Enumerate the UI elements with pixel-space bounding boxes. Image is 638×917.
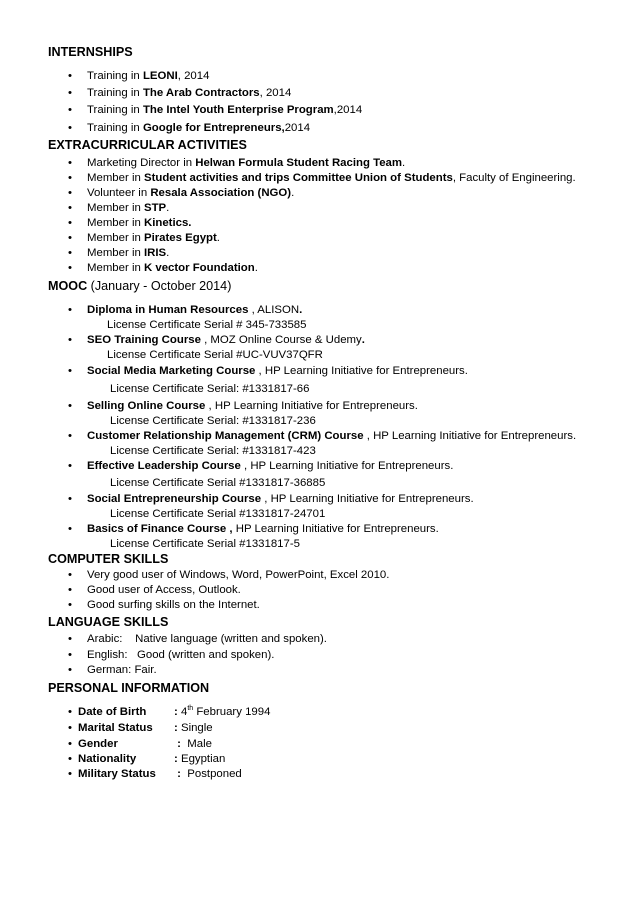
language-skill-item: • German: Fair. xyxy=(68,664,157,676)
personal-info-heading: PERSONAL INFORMATION xyxy=(48,681,210,695)
nationality-value: : Egyptian xyxy=(174,753,226,765)
course-license: License Certificate Serial: #1331817-66 xyxy=(110,383,310,395)
dob-value: : 4th February 1994 xyxy=(174,705,271,718)
course-license: License Certificate Serial #1331817-36885 xyxy=(110,477,326,489)
marital-status-label: Marital Status xyxy=(78,722,153,734)
course-license: License Certificate Serial #UC-VUV37QFR xyxy=(107,349,323,361)
course-item: • Diploma in Human Resources , ALISON. xyxy=(68,304,303,316)
activity-item: • Volunteer in Resala Association (NGO). xyxy=(68,187,295,199)
gender-label: Gender xyxy=(78,738,118,750)
course-license: License Certificate Serial #1331817-24701 xyxy=(110,508,326,520)
activity-item: • Marketing Director in Helwan Formula Student Racing Team. xyxy=(68,157,406,169)
internships-heading: INTERNSHIPS xyxy=(48,45,133,59)
internship-item: • Training in The Arab Contractors, 2014 xyxy=(68,87,292,99)
activity-item: • Member in STP. xyxy=(68,202,170,214)
activity-item: • Member in Pirates Egypt. xyxy=(68,232,220,244)
course-license: License Certificate Serial: #1331817-236 xyxy=(110,415,316,427)
mooc-heading: MOOC (January - October 2014) xyxy=(48,279,232,293)
computer-skill-item: • Good user of Access, Outlook. xyxy=(68,584,241,596)
internship-item: • Training in Google for Entrepreneurs,2014 xyxy=(68,122,311,134)
course-item: • Selling Online Course , HP Learning Initiative for Entrepreneurs. xyxy=(68,400,418,412)
internship-item: • Training in The Intel Youth Enterprise Program,2014 xyxy=(68,104,363,116)
military-status-value: : Postponed xyxy=(174,768,242,780)
extracurricular-heading: EXTRACURRICULAR ACTIVITIES xyxy=(48,138,247,152)
activity-item: • Member in K vector Foundation. xyxy=(68,262,258,274)
computer-skill-item: • Very good user of Windows, Word, PowerPoint, Excel 2010. xyxy=(68,569,390,581)
internship-item: • Training in LEONI, 2014 xyxy=(68,70,210,82)
resume-page: INTERNSHIPS • Training in LEONI, 2014 • Training in The Arab Contractors, 2014 • Training in The Intel Youth Enterprise Program,2014 • Training in Google for Entrepreneurs,2014 EXTRACURRICULAR ACTIVITIES • Marketing Director in Helwan Formula Student Racing Team. • Member in Student activities and trips Committee Union of Students, Faculty of Engineering. • Volunteer in Resala Association (NGO). • Member in STP. • Member in Kinetics. • Member in Pirates Egypt. • Member in IRIS. • Member in K vector Foundation. MOOC (January - October 2014) • Diploma in Human Resources , ALISON. License Certificate Serial # 345-733585 • SEO Training Course , MOZ Online Course & Udemy. License Certificate Serial #UC-VUV37QFR • Social Media Marketing Course , HP Learning Initiative for Entrepreneurs. License Certificate Serial: #1331817-66 • Selling Online Course , HP Learning Initiative for Entrepreneurs. License Certificate Serial: #1331817-236 • Customer Relationship Management (CRM) Course , HP Learning Initiative for Entrepreneurs. License Certificate Serial: #1331817-423 • Effective Leadership Course , HP Learning Initiative for Entrepreneurs. License Certificate Serial #1331817-36885 • Social Entrepreneurship Course , HP Learning Initiative for Entrepreneurs. License Certificate Serial #1331817-24701 • Basics of Finance Course , HP Learning Initiative for Entrepreneurs. License Certificate Serial #1331817-5 COMPUTER SKILLS • Very good user of Windows, Word, PowerPoint, Excel 2010. • Good user of Access, Outlook. • Good surfing skills on the Internet. LANGUAGE SKILLS • Arabic: Native language (written and spoken). • English: Good (written and spoken). • German: Fair. PERSONAL INFORMATION • Date of Birth : 4th February 1994 • Marital Status : Single • Gender : Male • Nationality : Egyptian • Military Status : Postponed xyxy=(48,45,577,780)
course-item: • Customer Relationship Management (CRM) Course , HP Learning Initiative for Entrepreneurs. xyxy=(68,430,577,442)
computer-skills-heading: COMPUTER SKILLS xyxy=(48,552,169,566)
language-skills-heading: LANGUAGE SKILLS xyxy=(48,615,169,629)
language-skill-item: • English: Good (written and spoken). xyxy=(68,649,275,661)
course-license: License Certificate Serial #1331817-5 xyxy=(110,538,300,550)
activity-item: • Member in Student activities and trips Committee Union of Students, Faculty of Engineering. xyxy=(68,172,576,184)
course-item: • Social Media Marketing Course , HP Learning Initiative for Entrepreneurs. xyxy=(68,365,468,377)
course-item: • Basics of Finance Course , HP Learning Initiative for Entrepreneurs. xyxy=(68,523,439,535)
course-item: • Social Entrepreneurship Course , HP Learning Initiative for Entrepreneurs. xyxy=(68,493,474,505)
course-item: • Effective Leadership Course , HP Learning Initiative for Entrepreneurs. xyxy=(68,460,454,472)
gender-value: : Male xyxy=(174,738,212,750)
computer-skill-item: • Good surfing skills on the Internet. xyxy=(68,599,260,611)
course-item: • SEO Training Course , MOZ Online Course & Udemy. xyxy=(68,334,365,346)
dob-label: Date of Birth xyxy=(78,706,147,718)
marital-status-value: : Single xyxy=(174,722,213,734)
activity-item: • Member in IRIS. xyxy=(68,247,170,259)
nationality-label: Nationality xyxy=(78,753,137,765)
course-license: License Certificate Serial # 345-733585 xyxy=(107,319,307,331)
military-status-label: Military Status xyxy=(78,768,156,780)
course-license: License Certificate Serial: #1331817-423 xyxy=(110,445,316,457)
activity-item: • Member in Kinetics. xyxy=(68,217,192,229)
language-skill-item: • Arabic: Native language (written and spoken). xyxy=(68,633,327,645)
